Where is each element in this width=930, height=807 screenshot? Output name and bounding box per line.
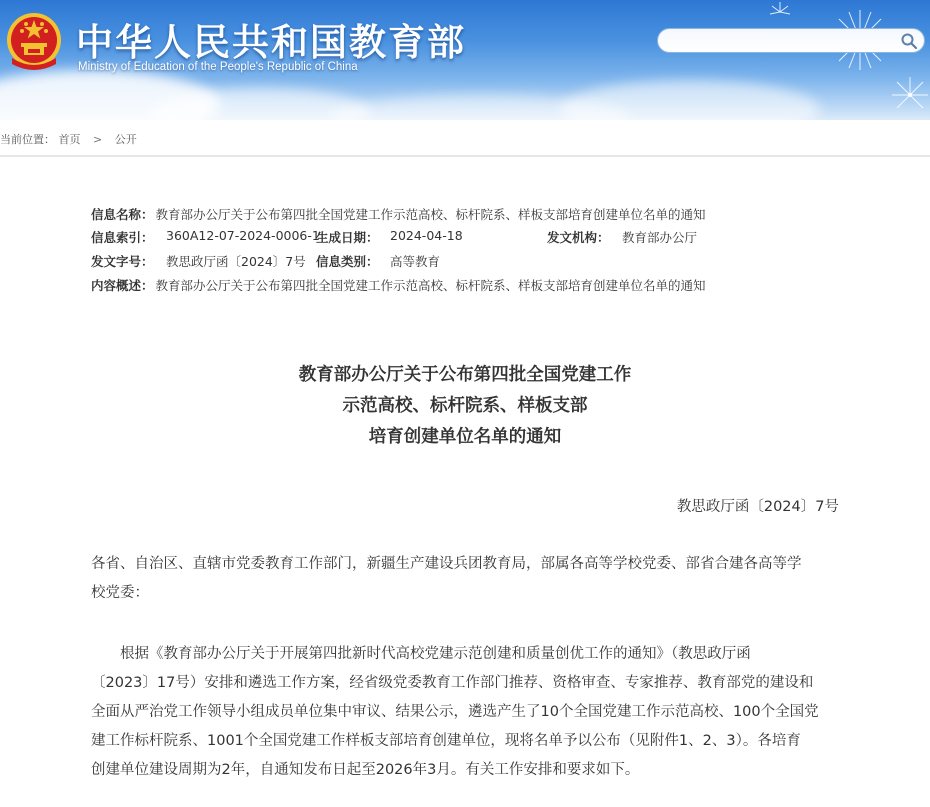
breadcrumb-divider bbox=[0, 155, 930, 157]
site-title: 中华人民共和国教育部 bbox=[76, 21, 466, 64]
document-title-line-1: 教育部办公厅关于公布第四批全国党建工作 bbox=[298, 365, 632, 385]
search-input[interactable] bbox=[668, 31, 897, 52]
site-header bbox=[0, 0, 930, 120]
body-paragraph bbox=[91, 640, 843, 785]
breadcrumb-home-link[interactable]: 首页 bbox=[58, 133, 81, 146]
addressee-paragraph bbox=[91, 550, 843, 608]
info-date-value: 2024-04-18 bbox=[390, 228, 463, 243]
body-line: 根据《教育部办公厅关于开展第四批新时代高校党建示范创建和质量创优工作的通知》（教思政厅函 bbox=[91, 646, 751, 662]
national-emblem-icon bbox=[4, 10, 64, 74]
site-subtitle: Ministry of Education of the People's Republic of China bbox=[78, 61, 358, 73]
breadcrumb-separator: > bbox=[93, 133, 103, 146]
info-name-label: 信息名称： bbox=[91, 207, 154, 222]
body-line: 建工作标杆院系、1001个全国党建工作样板支部培育创建单位，现将名单予以公布（见附件1、2、3）。各培育 bbox=[91, 733, 801, 749]
info-row-docno bbox=[91, 252, 851, 270]
document-title-line-2: 示范高校、标杆院系、样板支部 bbox=[342, 396, 588, 416]
body-line: 全面从严治党工作领导小组成员单位集中审议、结果公示，遴选产生了10个全国党建工作示范高校、100个全国党 bbox=[91, 704, 819, 720]
info-name-value: 教育部办公厅关于公布第四批全国党建工作示范高校、标杆院系、样板支部培育创建单位名单的通知 bbox=[155, 207, 706, 222]
body-line: 〔2023〕17号）安排和遴选工作方案，经省级党委教育工作部门推荐、资格审查、专家推荐、教育部党的建设和 bbox=[91, 675, 814, 691]
document-number: 教思政厅函〔2024〕7号 bbox=[676, 499, 839, 515]
addressee-line: 各省、自治区、直辖市党委教育工作部门，新疆生产建设兵团教育局，部属各高等学校党委、部省合建各高等学 bbox=[91, 556, 802, 572]
breadcrumb bbox=[0, 131, 137, 147]
info-category-value: 高等教育 bbox=[390, 254, 441, 269]
search-icon[interactable] bbox=[900, 32, 918, 50]
document-title-line-3: 培育创建单位名单的通知 bbox=[368, 427, 562, 447]
info-summary-label: 内容概述： bbox=[91, 278, 154, 293]
body-line: 创建单位建设周期为2年，自通知发布日起至2026年3月。有关工作安排和要求如下。 bbox=[91, 762, 640, 778]
info-docno-value: 教思政厅函〔2024〕7号 bbox=[166, 254, 306, 269]
info-row-name bbox=[91, 205, 706, 223]
info-docno-label: 发文字号： bbox=[91, 254, 154, 269]
info-agency-value: 教育部办公厅 bbox=[622, 230, 698, 245]
breadcrumb-current-link[interactable]: 公开 bbox=[114, 133, 137, 146]
info-date-label: 生成日期： bbox=[316, 230, 379, 245]
dandelion-decoration-icon bbox=[660, 0, 930, 120]
addressee-line: 校党委： bbox=[91, 585, 149, 601]
info-row-summary bbox=[91, 276, 706, 294]
info-index-label: 信息索引： bbox=[91, 230, 154, 245]
info-summary-value: 教育部办公厅关于公布第四批全国党建工作示范高校、标杆院系、样板支部培育创建单位名单的通知 bbox=[155, 278, 706, 293]
breadcrumb-prefix: 当前位置： bbox=[0, 133, 55, 146]
info-category-label: 信息类别： bbox=[316, 254, 379, 269]
info-row-index bbox=[91, 228, 851, 246]
info-agency-label: 发文机构： bbox=[547, 230, 610, 245]
info-index-value: 360A12-07-2024-0006-1 bbox=[166, 228, 320, 243]
search-box bbox=[657, 28, 925, 53]
